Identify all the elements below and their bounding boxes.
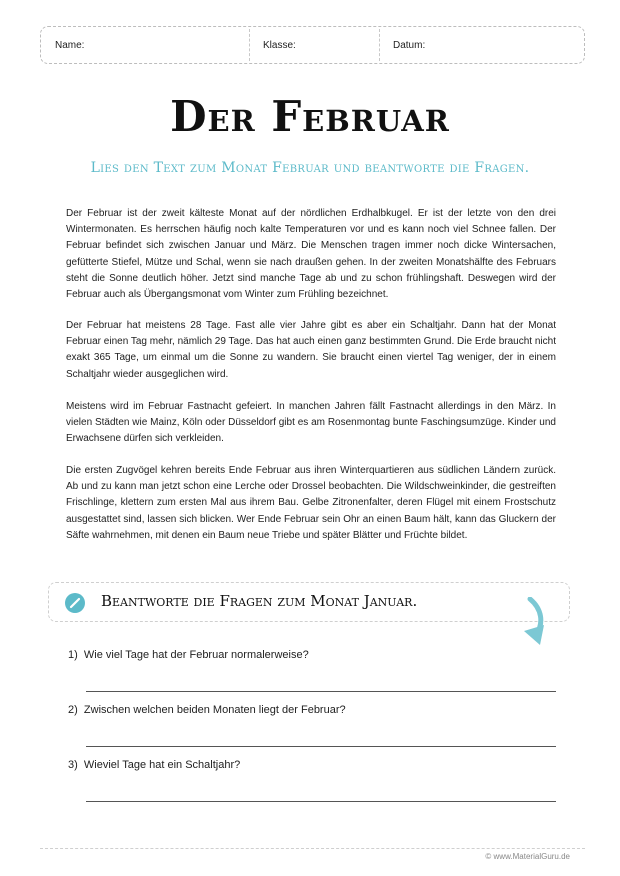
pencil-icon	[65, 593, 85, 613]
answer-line-2[interactable]	[86, 746, 556, 747]
question-2	[68, 704, 346, 716]
header-box	[40, 26, 585, 64]
paragraph-4: Die ersten Zugvögel kehren bereits Ende Februar aus ihren Winterquartieren aus südlichen Ländern zurück. Ab und zu kann man jetzt schon eine Lerche oder Drossel beobachten. Die Wildschweinkinder, die gestreiften Frischlinge, klettern zum ersten Mal aus ihrem Bau. Gelbe Zitronenfalter, deren Flügel mit einem Frostschutz ausgestattet sind, lassen sich blicken. Wer Ende Februar sein Ohr an einen Baum hält, kann das Gluckern der Säfte wahrnehmen, mit denen ein Baum neue Triebe und später Blätter und Früchte bildet.	[66, 465, 556, 541]
answer-line-3[interactable]	[86, 801, 556, 802]
question-number: 2)	[68, 704, 78, 716]
question-number: 1)	[68, 649, 78, 661]
arrow-down-icon	[516, 597, 550, 651]
answer-line-1[interactable]	[86, 691, 556, 692]
question-text: Zwischen welchen beiden Monaten liegt der Februar?	[83, 704, 346, 716]
question-text: Wieviel Tage hat ein Schaltjahr?	[83, 759, 241, 771]
name-label: Name:	[55, 40, 85, 51]
question-1	[68, 649, 309, 661]
question-text: Wie viel Tage hat der Februar normalerweise?	[83, 649, 309, 661]
question-number: 3)	[68, 759, 78, 771]
page-title: Der Februar	[170, 92, 450, 141]
page-subtitle: Lies den Text zum Monat Februar und beantworte die Fragen.	[90, 160, 530, 176]
footer-copyright: © www.MaterialGuru.de	[485, 852, 570, 861]
class-label: Klasse:	[263, 40, 296, 51]
footer-divider	[40, 848, 585, 849]
header-divider	[379, 29, 380, 61]
answer-section-box	[48, 582, 570, 622]
paragraph-3: Meistens wird im Februar Fastnacht gefeiert. In manchen Jahren fällt Fastnacht allerdings in den März. In vielen Städten wie Mainz, Köln oder Düsseldorf gibt es am Rosenmontag bunte Faschingsumzüge. Kinder und Erwachsene dürfen sich verkleiden.	[66, 401, 556, 445]
answer-section-title: Beantworte die Fragen zum Monat Januar.	[101, 592, 418, 610]
date-label: Datum:	[393, 40, 426, 51]
paragraph-2: Der Februar hat meistens 28 Tage. Fast alle vier Jahre gibt es aber ein Schaltjahr. Dann hat der Monat Februar einen Tag mehr, nämlich 29 Tage. Das hat auch einen ganz bestimmten Grund. Die Erde braucht nicht exakt 365 Tage, um einmal um die Sonne zu wandern. Sie braucht einen viertel Tag weniger, der in einem Schaltjahr wieder ausgeglichen wird.	[66, 320, 556, 380]
paragraph-1: Der Februar ist der zweit kälteste Monat auf der nördlichen Erdhalbkugel. Er ist der letzte von den drei Wintermonaten. Es herrschen häufig noch kalte Temperaturen vor und es kann noch viel Schnee fallen. Der Februar befindet sich zwischen Januar und März. Die Menschen tragen immer noch dicke Wintersachen, gefütterte Stiefel, Mütze und Schal, wenn sie nach draußen gehen. In der zweiten Monatshälfte des Februars steht die Sonne deutlich höher. Jetzt sind manche Tage ab und zu schon frühlingshaft. Deswegen wird der Februar auch als Übergangsmonat vom Winter zum Frühling bezeichnet.	[66, 208, 556, 301]
header-divider	[249, 29, 250, 61]
question-3	[68, 759, 240, 771]
